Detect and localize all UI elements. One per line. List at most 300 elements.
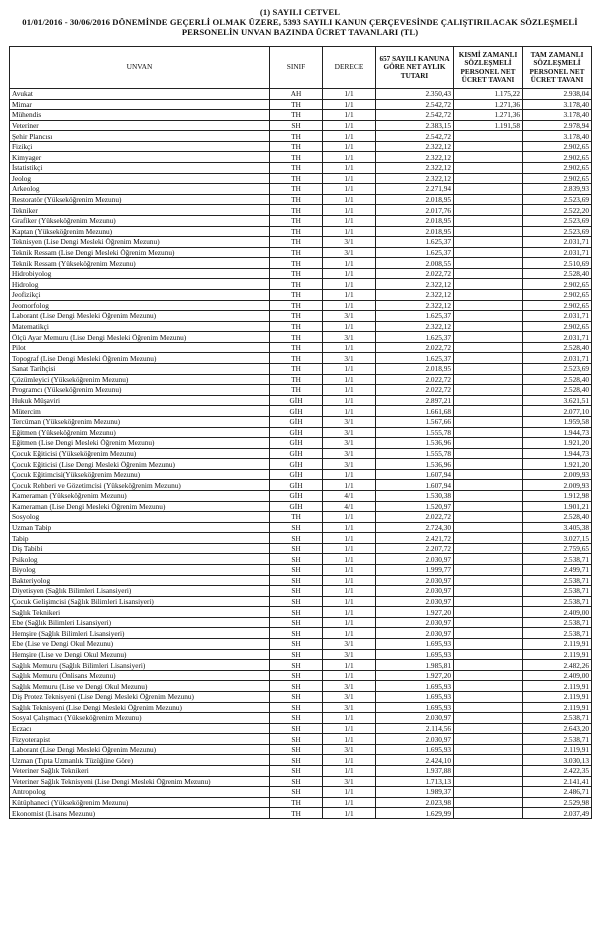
cell-kismi: [454, 311, 523, 322]
cell-derece: 3/1: [323, 448, 376, 459]
cell-sinif: SH: [270, 639, 323, 650]
table-row: [10, 543, 592, 554]
cell-derece: 1/1: [323, 364, 376, 375]
cell-sinif: TH: [270, 300, 323, 311]
cell-tam: 2.486,71: [523, 787, 592, 798]
cell-derece: 1/1: [323, 385, 376, 396]
cell-derece: 1/1: [323, 808, 376, 819]
cell-sinif: SH: [270, 617, 323, 628]
cell-sinif: TH: [270, 184, 323, 195]
cell-657: 2.030,97: [376, 575, 454, 586]
cell-657: 2.542,72: [376, 131, 454, 142]
cell-tam: 2.528,40: [523, 268, 592, 279]
cell-tam: 3.178,40: [523, 99, 592, 110]
table-row: [10, 469, 592, 480]
cell-kismi: [454, 184, 523, 195]
cell-657: 2.018,95: [376, 194, 454, 205]
cell-kismi: [454, 628, 523, 639]
table-row: [10, 607, 592, 618]
cell-sinif: TH: [270, 258, 323, 269]
cell-unvan: Sosyolog: [10, 512, 270, 523]
table-row: [10, 279, 592, 290]
cell-unvan: Mütercim: [10, 406, 270, 417]
table-row: [10, 110, 592, 121]
cell-tam: 3.405,38: [523, 522, 592, 533]
cell-sinif: SH: [270, 522, 323, 533]
cell-kismi: [454, 554, 523, 565]
cell-657: 2.030,97: [376, 734, 454, 745]
cell-kismi: [454, 258, 523, 269]
cell-sinif: SH: [270, 575, 323, 586]
table-row: [10, 649, 592, 660]
header-unvan: UNVAN: [10, 47, 270, 89]
cell-derece: 1/1: [323, 628, 376, 639]
cell-kismi: [454, 448, 523, 459]
table-row: [10, 713, 592, 724]
cell-kismi: [454, 353, 523, 364]
header-derece: DERECE: [323, 47, 376, 89]
cell-unvan: Veteriner Sağlık Teknikeri: [10, 766, 270, 777]
cell-sinif: SH: [270, 120, 323, 131]
cell-657: 2.030,97: [376, 713, 454, 724]
cell-unvan: Fizyoterapist: [10, 734, 270, 745]
table-row: [10, 681, 592, 692]
cell-tam: 2.119,91: [523, 681, 592, 692]
cell-unvan: Hukuk Müşaviri: [10, 395, 270, 406]
cell-kismi: [454, 268, 523, 279]
cell-derece: 1/1: [323, 89, 376, 100]
cell-tam: 2.643,20: [523, 723, 592, 734]
cell-derece: 3/1: [323, 311, 376, 322]
cell-kismi: [454, 490, 523, 501]
cell-derece: 3/1: [323, 353, 376, 364]
cell-tam: 2.902,65: [523, 152, 592, 163]
cell-kismi: [454, 141, 523, 152]
salary-table: [9, 46, 592, 819]
cell-kismi: [454, 131, 523, 142]
cell-tam: 2.902,65: [523, 321, 592, 332]
cell-sinif: SH: [270, 607, 323, 618]
cell-sinif: GİH: [270, 448, 323, 459]
cell-kismi: [454, 406, 523, 417]
table-row: [10, 205, 592, 216]
cell-derece: 1/1: [323, 480, 376, 491]
cell-tam: 3.178,40: [523, 131, 592, 142]
cell-unvan: Kameraman (Yükseköğrenim Mezunu): [10, 490, 270, 501]
cell-derece: 3/1: [323, 776, 376, 787]
table-row: [10, 258, 592, 269]
cell-sinif: TH: [270, 385, 323, 396]
cell-657: 2.030,97: [376, 628, 454, 639]
cell-tam: 2.499,71: [523, 565, 592, 576]
cell-tam: 2.031,71: [523, 332, 592, 343]
table-row: [10, 480, 592, 491]
cell-derece: 1/1: [323, 734, 376, 745]
table-row: [10, 512, 592, 523]
table-row: [10, 723, 592, 734]
cell-derece: 3/1: [323, 416, 376, 427]
cell-kismi: [454, 512, 523, 523]
table-row: [10, 702, 592, 713]
cell-657: 2.023,98: [376, 797, 454, 808]
cell-tam: 2.077,10: [523, 406, 592, 417]
table-row: [10, 215, 592, 226]
cell-657: 2.542,72: [376, 110, 454, 121]
title-line-1: (1) SAYILI CETVEL: [259, 7, 341, 17]
cell-sinif: TH: [270, 279, 323, 290]
table-row: [10, 120, 592, 131]
cell-unvan: Laborant (Lise Dengi Mesleki Öğrenim Mezunu): [10, 744, 270, 755]
cell-unvan: Ebe (Lise ve Dengi Okul Mezunu): [10, 639, 270, 650]
cell-derece: 3/1: [323, 744, 376, 755]
cell-unvan: Sosyal Çalışmacı (Yükseköğrenim Mezunu): [10, 713, 270, 724]
cell-unvan: Biyolog: [10, 565, 270, 576]
cell-kismi: [454, 205, 523, 216]
cell-tam: 2.119,91: [523, 639, 592, 650]
cell-derece: 1/1: [323, 163, 376, 174]
cell-657: 2.322,12: [376, 141, 454, 152]
cell-kismi: 1.175,22: [454, 89, 523, 100]
cell-derece: 1/1: [323, 586, 376, 597]
cell-sinif: SH: [270, 649, 323, 660]
cell-sinif: SH: [270, 670, 323, 681]
cell-derece: 1/1: [323, 607, 376, 618]
cell-derece: 1/1: [323, 205, 376, 216]
cell-unvan: Diyetisyen (Sağlık Bilimleri Lisansiyeri): [10, 586, 270, 597]
table-row: [10, 416, 592, 427]
cell-tam: 2.523,69: [523, 226, 592, 237]
cell-unvan: Kaptan (Yükseköğrenim Mezunu): [10, 226, 270, 237]
cell-derece: 1/1: [323, 522, 376, 533]
cell-tam: 2.422,35: [523, 766, 592, 777]
cell-unvan: Tabip: [10, 533, 270, 544]
table-row: [10, 300, 592, 311]
cell-kismi: [454, 385, 523, 396]
table-header-row: [10, 47, 592, 89]
cell-sinif: TH: [270, 173, 323, 184]
table-row: [10, 797, 592, 808]
cell-unvan: Restoratör (Yükseköğrenim Mezunu): [10, 194, 270, 205]
cell-657: 1.536,96: [376, 459, 454, 470]
cell-kismi: [454, 289, 523, 300]
cell-kismi: [454, 152, 523, 163]
cell-sinif: TH: [270, 512, 323, 523]
table-row: [10, 226, 592, 237]
cell-kismi: [454, 163, 523, 174]
cell-tam: 3.030,13: [523, 755, 592, 766]
cell-kismi: [454, 808, 523, 819]
cell-657: 2.030,97: [376, 617, 454, 628]
cell-tam: 2.009,93: [523, 469, 592, 480]
cell-657: 2.322,12: [376, 289, 454, 300]
cell-tam: 2.031,71: [523, 237, 592, 248]
cell-sinif: SH: [270, 681, 323, 692]
cell-unvan: Grafiker (Yükseköğrenim Mezunu): [10, 215, 270, 226]
cell-sinif: GİH: [270, 427, 323, 438]
table-row: [10, 321, 592, 332]
cell-kismi: [454, 374, 523, 385]
table-row: [10, 639, 592, 650]
cell-657: 1.520,97: [376, 501, 454, 512]
cell-tam: 2.538,71: [523, 575, 592, 586]
cell-sinif: TH: [270, 332, 323, 343]
cell-kismi: [454, 607, 523, 618]
cell-657: 2.322,12: [376, 279, 454, 290]
cell-tam: 3.621,51: [523, 395, 592, 406]
cell-657: 2.022,72: [376, 342, 454, 353]
cell-sinif: AH: [270, 89, 323, 100]
table-row: [10, 374, 592, 385]
cell-derece: 1/1: [323, 268, 376, 279]
cell-kismi: [454, 797, 523, 808]
cell-derece: 3/1: [323, 332, 376, 343]
cell-tam: 2.902,65: [523, 289, 592, 300]
cell-657: 2.421,72: [376, 533, 454, 544]
cell-657: 2.322,12: [376, 300, 454, 311]
cell-657: 2.322,12: [376, 321, 454, 332]
cell-sinif: GİH: [270, 469, 323, 480]
cell-unvan: Tekniker: [10, 205, 270, 216]
table-row: [10, 565, 592, 576]
cell-derece: 3/1: [323, 237, 376, 248]
table-row: [10, 533, 592, 544]
cell-kismi: [454, 332, 523, 343]
cell-657: 2.207,72: [376, 543, 454, 554]
cell-kismi: [454, 300, 523, 311]
cell-unvan: Hemşire (Sağlık Bilimleri Lisansiyeri): [10, 628, 270, 639]
cell-kismi: [454, 702, 523, 713]
table-row: [10, 744, 592, 755]
cell-unvan: Jeomorfolog: [10, 300, 270, 311]
cell-derece: 1/1: [323, 512, 376, 523]
table-row: [10, 332, 592, 343]
cell-derece: 1/1: [323, 617, 376, 628]
cell-657: 1.567,66: [376, 416, 454, 427]
table-row: [10, 141, 592, 152]
cell-unvan: Sanat Tarihçisi: [10, 364, 270, 375]
cell-derece: 1/1: [323, 258, 376, 269]
cell-tam: 1.921,20: [523, 459, 592, 470]
cell-sinif: SH: [270, 691, 323, 702]
cell-sinif: TH: [270, 247, 323, 258]
cell-657: 2.350,43: [376, 89, 454, 100]
cell-derece: 1/1: [323, 660, 376, 671]
cell-sinif: SH: [270, 723, 323, 734]
cell-657: 1.927,20: [376, 607, 454, 618]
cell-sinif: TH: [270, 152, 323, 163]
cell-derece: 1/1: [323, 141, 376, 152]
cell-657: 1.927,20: [376, 670, 454, 681]
cell-unvan: Teknisyen (Lise Dengi Mesleki Öğrenim Mezunu): [10, 237, 270, 248]
cell-sinif: SH: [270, 776, 323, 787]
cell-unvan: Eğitmen (Yükseköğrenim Mezunu): [10, 427, 270, 438]
cell-unvan: Tercüman (Yükseköğrenim Mezunu): [10, 416, 270, 427]
cell-unvan: Hidrolog: [10, 279, 270, 290]
cell-unvan: Veteriner Sağlık Teknisyeni (Lise Dengi Mesleki Öğrenim Mezunu): [10, 776, 270, 787]
cell-derece: 3/1: [323, 438, 376, 449]
cell-kismi: [454, 237, 523, 248]
cell-unvan: Matematikçi: [10, 321, 270, 332]
cell-657: 2.542,72: [376, 99, 454, 110]
cell-unvan: Kütüphaneci (Yükseköğrenim Mezunu): [10, 797, 270, 808]
table-row: [10, 353, 592, 364]
cell-unvan: Teknik Ressam (Yükseköğrenim Mezunu): [10, 258, 270, 269]
cell-657: 2.022,72: [376, 268, 454, 279]
table-row: [10, 617, 592, 628]
cell-sinif: TH: [270, 311, 323, 322]
table-row: [10, 586, 592, 597]
cell-657: 2.322,12: [376, 152, 454, 163]
cell-sinif: TH: [270, 364, 323, 375]
cell-derece: 1/1: [323, 279, 376, 290]
cell-kismi: [454, 575, 523, 586]
cell-derece: 1/1: [323, 99, 376, 110]
cell-derece: 1/1: [323, 533, 376, 544]
cell-kismi: [454, 194, 523, 205]
cell-657: 1.607,94: [376, 469, 454, 480]
cell-657: 1.625,37: [376, 332, 454, 343]
header-sinif: SINIF: [270, 47, 323, 89]
table-row: [10, 522, 592, 533]
table-row: [10, 448, 592, 459]
cell-657: 1.625,37: [376, 311, 454, 322]
cell-kismi: 1.271,36: [454, 99, 523, 110]
cell-derece: 3/1: [323, 459, 376, 470]
cell-unvan: Psikolog: [10, 554, 270, 565]
cell-sinif: SH: [270, 713, 323, 724]
cell-657: 1.695,93: [376, 744, 454, 755]
cell-tam: 1.901,21: [523, 501, 592, 512]
cell-derece: 1/1: [323, 565, 376, 576]
cell-657: 1.695,93: [376, 691, 454, 702]
cell-sinif: SH: [270, 787, 323, 798]
cell-tam: 2.538,71: [523, 713, 592, 724]
cell-derece: 1/1: [323, 723, 376, 734]
table-row: [10, 311, 592, 322]
cell-derece: 1/1: [323, 120, 376, 131]
cell-sinif: SH: [270, 596, 323, 607]
cell-sinif: TH: [270, 141, 323, 152]
cell-tam: 2.037,49: [523, 808, 592, 819]
table-row: [10, 247, 592, 258]
cell-unvan: Bakteriyolog: [10, 575, 270, 586]
cell-kismi: [454, 670, 523, 681]
cell-tam: 2.902,65: [523, 173, 592, 184]
cell-derece: 1/1: [323, 543, 376, 554]
cell-unvan: Diş Tabibi: [10, 543, 270, 554]
cell-kismi: [454, 364, 523, 375]
cell-unvan: Sağlık Teknisyeni (Lise Dengi Mesleki Öğrenim Mezunu): [10, 702, 270, 713]
cell-tam: 2.031,71: [523, 353, 592, 364]
cell-kismi: 1.271,36: [454, 110, 523, 121]
cell-657: 2.030,97: [376, 596, 454, 607]
cell-kismi: [454, 279, 523, 290]
cell-tam: 2.119,91: [523, 649, 592, 660]
table-row: [10, 385, 592, 396]
cell-tam: 2.529,98: [523, 797, 592, 808]
cell-tam: 2.538,71: [523, 617, 592, 628]
cell-sinif: SH: [270, 586, 323, 597]
cell-657: 2.114,56: [376, 723, 454, 734]
cell-657: 2.018,95: [376, 226, 454, 237]
cell-tam: 2.523,69: [523, 364, 592, 375]
cell-657: 1.695,93: [376, 702, 454, 713]
cell-unvan: Çözümleyici (Yükseköğrenim Mezunu): [10, 374, 270, 385]
table-row: [10, 660, 592, 671]
cell-unvan: Şehir Plancısı: [10, 131, 270, 142]
cell-tam: 2.528,40: [523, 512, 592, 523]
cell-657: 1.985,81: [376, 660, 454, 671]
cell-657: 1.629,99: [376, 808, 454, 819]
cell-kismi: [454, 226, 523, 237]
table-row: [10, 766, 592, 777]
cell-tam: 2.522,20: [523, 205, 592, 216]
cell-unvan: Çocuk Eğitimcisi(Yükseköğrenim Mezunu): [10, 469, 270, 480]
cell-sinif: TH: [270, 131, 323, 142]
cell-tam: 1.912,98: [523, 490, 592, 501]
cell-kismi: [454, 681, 523, 692]
cell-unvan: Uzman Tabip: [10, 522, 270, 533]
cell-derece: 3/1: [323, 649, 376, 660]
cell-sinif: TH: [270, 808, 323, 819]
cell-kismi: [454, 427, 523, 438]
cell-kismi: [454, 215, 523, 226]
cell-657: 1.695,93: [376, 639, 454, 650]
table-row: [10, 755, 592, 766]
cell-sinif: TH: [270, 205, 323, 216]
cell-657: 1.713,13: [376, 776, 454, 787]
cell-657: 1.625,37: [376, 237, 454, 248]
table-row: [10, 342, 592, 353]
cell-657: 1.999,77: [376, 565, 454, 576]
header-657: 657 SAYILI KANUNA GÖRE NET AYLIK TUTARI: [376, 47, 454, 89]
table-row: [10, 99, 592, 110]
cell-kismi: [454, 617, 523, 628]
header-tam: TAM ZAMANLI SÖZLEŞMELİ PERSONEL NET ÜCRET TAVANI: [523, 47, 592, 89]
cell-sinif: TH: [270, 215, 323, 226]
cell-tam: 3.027,15: [523, 533, 592, 544]
cell-tam: 2.528,40: [523, 342, 592, 353]
cell-tam: 2.409,00: [523, 670, 592, 681]
cell-tam: 2.902,65: [523, 141, 592, 152]
cell-kismi: [454, 691, 523, 702]
cell-tam: 2.119,91: [523, 691, 592, 702]
cell-kismi: [454, 480, 523, 491]
cell-sinif: GİH: [270, 490, 323, 501]
cell-tam: 2.523,69: [523, 215, 592, 226]
cell-kismi: [454, 787, 523, 798]
cell-tam: 2.119,91: [523, 744, 592, 755]
cell-unvan: Hidrobiyolog: [10, 268, 270, 279]
table-row: [10, 596, 592, 607]
cell-657: 2.897,21: [376, 395, 454, 406]
table-row: [10, 89, 592, 100]
cell-unvan: Avukat: [10, 89, 270, 100]
cell-657: 2.030,97: [376, 586, 454, 597]
cell-sinif: SH: [270, 734, 323, 745]
cell-kismi: [454, 776, 523, 787]
cell-tam: 2.902,65: [523, 163, 592, 174]
cell-kismi: [454, 459, 523, 470]
cell-tam: 2.510,69: [523, 258, 592, 269]
cell-unvan: Çocuk Rehberi ve Gözetimcisi (Yükseköğrenim Mezunu): [10, 480, 270, 491]
cell-derece: 3/1: [323, 681, 376, 692]
title-line-3: PERSONELİN UNVAN BAZINDA ÜCRET TAVANLARI (TL): [181, 27, 419, 38]
cell-derece: 1/1: [323, 152, 376, 163]
cell-657: 2.008,55: [376, 258, 454, 269]
cell-tam: 2.031,71: [523, 311, 592, 322]
cell-tam: 2.938,04: [523, 89, 592, 100]
